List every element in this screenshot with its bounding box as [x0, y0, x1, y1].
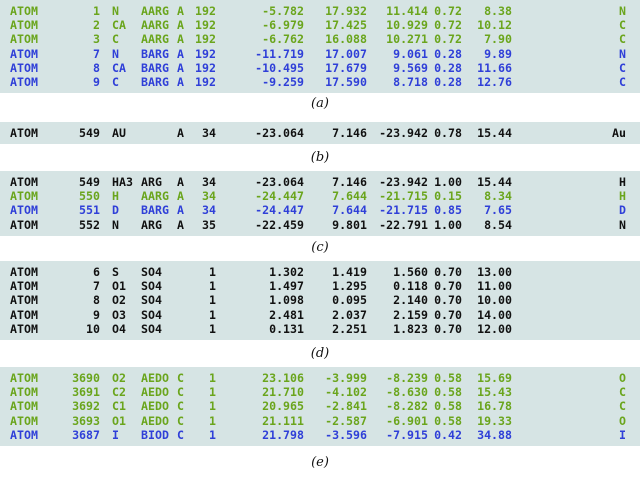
atom-record-row	[0, 61, 640, 75]
x-coord: -6.979	[262, 18, 304, 33]
atom-serial: 9	[93, 307, 100, 322]
z-coord: 2.140	[393, 293, 428, 308]
residue-seq: 192	[195, 4, 216, 18]
atom-record-row	[0, 189, 640, 203]
y-coord: -4.102	[325, 385, 367, 400]
chain-id: A	[177, 203, 184, 218]
occupancy: 0.15	[434, 189, 462, 204]
element: C	[619, 385, 626, 400]
b-factor: 10.12	[477, 18, 512, 33]
atom-record-row	[0, 279, 640, 293]
x-coord: 23.106	[262, 371, 304, 385]
z-coord: 10.271	[386, 32, 428, 47]
z-coord: -8.282	[386, 399, 428, 414]
residue-seq: 1	[209, 265, 216, 279]
atom-serial: 6	[93, 265, 100, 279]
panel-caption: (c)	[311, 240, 329, 255]
b-factor: 8.38	[484, 4, 512, 18]
x-coord: 21.798	[262, 427, 304, 442]
element: C	[619, 60, 626, 75]
z-coord: 9.569	[393, 60, 428, 75]
atom-name: S	[112, 265, 119, 279]
atom-record-row	[0, 371, 640, 385]
x-coord: 1.302	[269, 265, 304, 279]
y-coord: 1.419	[332, 265, 367, 279]
atom-serial: 9	[93, 74, 100, 89]
residue-name: BIOD	[141, 427, 169, 442]
atom-serial: 10	[86, 321, 100, 336]
x-coord: -10.495	[255, 60, 304, 75]
z-coord: 1.560	[393, 265, 428, 279]
atom-name: D	[112, 203, 119, 218]
z-coord: -21.715	[379, 189, 428, 204]
b-factor: 7.65	[484, 203, 512, 218]
x-coord: -6.762	[262, 32, 304, 47]
residue-seq: 192	[195, 18, 216, 33]
z-coord: -21.715	[379, 203, 428, 218]
occupancy: 0.72	[434, 32, 462, 47]
element: D	[619, 203, 626, 218]
y-coord: 16.088	[325, 32, 367, 47]
atom-name: CA	[112, 18, 126, 33]
chain-id: A	[177, 32, 184, 47]
residue-seq: 1	[209, 293, 216, 308]
x-coord: 0.131	[269, 321, 304, 336]
atom-record-row	[0, 414, 640, 428]
chain-id: C	[177, 385, 184, 400]
atom-serial: 550	[79, 189, 100, 204]
chain-id: A	[177, 189, 184, 204]
residue-name: AEDO	[141, 413, 169, 428]
element: C	[619, 18, 626, 33]
atom-record-row	[0, 322, 640, 336]
b-factor: 11.66	[477, 60, 512, 75]
b-factor: 14.00	[477, 307, 512, 322]
occupancy: 0.78	[434, 126, 462, 140]
residue-seq: 34	[202, 126, 216, 140]
residue-seq: 1	[209, 307, 216, 322]
y-coord: 7.146	[332, 126, 367, 140]
atom-records-panel	[0, 122, 640, 144]
residue-name: AARG	[141, 189, 169, 204]
z-coord: -22.791	[379, 217, 428, 232]
b-factor: 11.00	[477, 279, 512, 294]
atom-record-row	[0, 399, 640, 413]
panel-caption: (b)	[310, 150, 330, 165]
atom-record-row	[0, 175, 640, 189]
occupancy: 0.28	[434, 46, 462, 61]
x-coord: 1.098	[269, 293, 304, 308]
element: H	[619, 189, 626, 204]
z-coord: -6.901	[386, 413, 428, 428]
residue-seq: 192	[195, 74, 216, 89]
record-type: ATOM	[10, 321, 38, 336]
atom-record-row	[0, 203, 640, 217]
b-factor: 16.78	[477, 399, 512, 414]
b-factor: 8.54	[484, 217, 512, 232]
residue-name: AEDO	[141, 371, 169, 385]
occupancy: 0.28	[434, 60, 462, 75]
x-coord: -23.064	[255, 126, 304, 140]
x-coord: 2.481	[269, 307, 304, 322]
chain-id: C	[177, 413, 184, 428]
z-coord: -8.630	[386, 385, 428, 400]
y-coord: -3.596	[325, 427, 367, 442]
record-type: ATOM	[10, 175, 38, 189]
y-coord: -2.841	[325, 399, 367, 414]
atom-serial: 552	[79, 217, 100, 232]
atom-serial: 3691	[72, 385, 100, 400]
atom-record-row	[0, 293, 640, 307]
record-type: ATOM	[10, 427, 38, 442]
atom-record-row	[0, 18, 640, 32]
chain-id: C	[177, 371, 184, 385]
b-factor: 15.44	[477, 175, 512, 189]
atom-name: O3	[112, 307, 126, 322]
atom-serial: 8	[93, 60, 100, 75]
panel-caption: (a)	[311, 96, 329, 111]
record-type: ATOM	[10, 189, 38, 204]
atom-record-row	[0, 126, 640, 140]
atom-record-row	[0, 75, 640, 89]
occupancy: 0.42	[434, 427, 462, 442]
atom-name: O2	[112, 293, 126, 308]
element: C	[619, 32, 626, 47]
z-coord: -23.942	[379, 126, 428, 140]
x-coord: 21.710	[262, 385, 304, 400]
panel-caption: (d)	[310, 346, 330, 361]
atom-record-row	[0, 428, 640, 442]
element: C	[619, 74, 626, 89]
residue-seq: 1	[209, 427, 216, 442]
atom-serial: 2	[93, 18, 100, 33]
atom-name: C	[112, 32, 119, 47]
occupancy: 0.58	[434, 413, 462, 428]
residue-seq: 1	[209, 413, 216, 428]
x-coord: -24.447	[255, 203, 304, 218]
atom-records-panel	[0, 0, 640, 93]
atom-record-row	[0, 32, 640, 46]
z-coord: -7.915	[386, 427, 428, 442]
x-coord: -22.459	[255, 217, 304, 232]
atom-name: C	[112, 74, 119, 89]
record-type: ATOM	[10, 32, 38, 47]
residue-name: AARG	[141, 4, 169, 18]
residue-seq: 1	[209, 399, 216, 414]
atom-serial: 1	[93, 4, 100, 18]
atom-record-row	[0, 4, 640, 18]
b-factor: 15.43	[477, 385, 512, 400]
atom-serial: 3692	[72, 399, 100, 414]
residue-seq: 192	[195, 60, 216, 75]
x-coord: 21.111	[262, 413, 304, 428]
record-type: ATOM	[10, 217, 38, 232]
atom-serial: 549	[79, 126, 100, 140]
y-coord: 1.295	[332, 279, 367, 294]
x-coord: -9.259	[262, 74, 304, 89]
atom-name: O4	[112, 321, 126, 336]
atom-name: O1	[112, 413, 126, 428]
atom-record-row	[0, 47, 640, 61]
residue-name: SO4	[141, 307, 162, 322]
record-type: ATOM	[10, 413, 38, 428]
y-coord: 7.146	[332, 175, 367, 189]
record-type: ATOM	[10, 74, 38, 89]
occupancy: 0.28	[434, 74, 462, 89]
z-coord: -23.942	[379, 175, 428, 189]
y-coord: 17.590	[325, 74, 367, 89]
atom-record-row	[0, 265, 640, 279]
element: H	[619, 175, 626, 189]
occupancy: 0.58	[434, 371, 462, 385]
residue-seq: 1	[209, 385, 216, 400]
atom-serial: 3693	[72, 413, 100, 428]
b-factor: 8.34	[484, 189, 512, 204]
y-coord: -2.587	[325, 413, 367, 428]
y-coord: 0.095	[332, 293, 367, 308]
z-coord: 2.159	[393, 307, 428, 322]
residue-name: SO4	[141, 279, 162, 294]
y-coord: 9.801	[332, 217, 367, 232]
occupancy: 0.72	[434, 18, 462, 33]
atom-name: I	[112, 427, 119, 442]
b-factor: 13.00	[477, 265, 512, 279]
residue-name: ARG	[141, 217, 162, 232]
x-coord: 1.497	[269, 279, 304, 294]
occupancy: 0.72	[434, 4, 462, 18]
x-coord: 20.965	[262, 399, 304, 414]
residue-name: BARG	[141, 74, 169, 89]
residue-name: SO4	[141, 321, 162, 336]
x-coord: -23.064	[255, 175, 304, 189]
record-type: ATOM	[10, 60, 38, 75]
atom-name: C2	[112, 385, 126, 400]
occupancy: 0.70	[434, 321, 462, 336]
record-type: ATOM	[10, 18, 38, 33]
z-coord: 11.414	[386, 4, 428, 18]
atom-name: N	[112, 217, 119, 232]
atom-record-row	[0, 385, 640, 399]
atom-records-panel	[0, 171, 640, 236]
residue-seq: 34	[202, 203, 216, 218]
z-coord: 9.061	[393, 46, 428, 61]
b-factor: 34.88	[477, 427, 512, 442]
atom-serial: 551	[79, 203, 100, 218]
b-factor: 15.44	[477, 126, 512, 140]
residue-seq: 1	[209, 321, 216, 336]
atom-serial: 3	[93, 32, 100, 47]
chain-id: C	[177, 399, 184, 414]
element: O	[619, 413, 626, 428]
b-factor: 12.00	[477, 321, 512, 336]
chain-id: A	[177, 46, 184, 61]
residue-name: BARG	[141, 60, 169, 75]
record-type: ATOM	[10, 46, 38, 61]
b-factor: 7.90	[484, 32, 512, 47]
residue-seq: 34	[202, 189, 216, 204]
panel-caption: (e)	[311, 455, 329, 470]
record-type: ATOM	[10, 279, 38, 294]
z-coord: 0.118	[393, 279, 428, 294]
element: N	[619, 217, 626, 232]
chain-id: A	[177, 74, 184, 89]
atom-serial: 3687	[72, 427, 100, 442]
occupancy: 0.70	[434, 279, 462, 294]
occupancy: 0.70	[434, 265, 462, 279]
x-coord: -5.782	[262, 4, 304, 18]
atom-records-panel	[0, 261, 640, 340]
occupancy: 1.00	[434, 175, 462, 189]
occupancy: 0.58	[434, 385, 462, 400]
atom-record-row	[0, 308, 640, 322]
atom-records-panel	[0, 367, 640, 446]
atom-name: HA3	[112, 175, 133, 189]
y-coord: 7.644	[332, 189, 367, 204]
chain-id: A	[177, 217, 184, 232]
residue-seq: 1	[209, 371, 216, 385]
atom-name: N	[112, 4, 119, 18]
y-coord: 17.679	[325, 60, 367, 75]
occupancy: 0.70	[434, 307, 462, 322]
residue-seq: 35	[202, 217, 216, 232]
y-coord: 17.425	[325, 18, 367, 33]
occupancy: 0.58	[434, 399, 462, 414]
atom-name: CA	[112, 60, 126, 75]
record-type: ATOM	[10, 293, 38, 308]
atom-name: N	[112, 46, 119, 61]
record-type: ATOM	[10, 399, 38, 414]
atom-name: AU	[112, 126, 126, 140]
atom-name: C1	[112, 399, 126, 414]
chain-id: A	[177, 4, 184, 18]
atom-serial: 3690	[72, 371, 100, 385]
residue-name: AARG	[141, 18, 169, 33]
b-factor: 19.33	[477, 413, 512, 428]
chain-id: A	[177, 60, 184, 75]
residue-name: ARG	[141, 175, 162, 189]
element: N	[619, 46, 626, 61]
record-type: ATOM	[10, 307, 38, 322]
residue-name: BARG	[141, 203, 169, 218]
element: I	[619, 427, 626, 442]
atom-serial: 8	[93, 293, 100, 308]
y-coord: 2.251	[332, 321, 367, 336]
record-type: ATOM	[10, 265, 38, 279]
residue-seq: 192	[195, 32, 216, 47]
y-coord: 17.007	[325, 46, 367, 61]
record-type: ATOM	[10, 126, 38, 140]
z-coord: 10.929	[386, 18, 428, 33]
atom-serial: 549	[79, 175, 100, 189]
z-coord: 8.718	[393, 74, 428, 89]
residue-seq: 34	[202, 175, 216, 189]
z-coord: 1.823	[393, 321, 428, 336]
z-coord: -8.239	[386, 371, 428, 385]
x-coord: -11.719	[255, 46, 304, 61]
record-type: ATOM	[10, 385, 38, 400]
residue-name: BARG	[141, 46, 169, 61]
atom-name: O2	[112, 371, 126, 385]
chain-id: C	[177, 427, 184, 442]
x-coord: -24.447	[255, 189, 304, 204]
residue-name: SO4	[141, 265, 162, 279]
atom-name: O1	[112, 279, 126, 294]
record-type: ATOM	[10, 4, 38, 18]
b-factor: 10.00	[477, 293, 512, 308]
b-factor: 12.76	[477, 74, 512, 89]
atom-name: H	[112, 189, 119, 204]
atom-record-row	[0, 218, 640, 232]
occupancy: 0.70	[434, 293, 462, 308]
chain-id: A	[177, 18, 184, 33]
y-coord: 7.644	[332, 203, 367, 218]
chain-id: A	[177, 126, 184, 140]
element: Au	[612, 126, 626, 140]
residue-name: AEDO	[141, 385, 169, 400]
residue-name: AEDO	[141, 399, 169, 414]
record-type: ATOM	[10, 203, 38, 218]
y-coord: 17.932	[325, 4, 367, 18]
y-coord: -3.999	[325, 371, 367, 385]
residue-seq: 192	[195, 46, 216, 61]
y-coord: 2.037	[332, 307, 367, 322]
record-type: ATOM	[10, 371, 38, 385]
chain-id: A	[177, 175, 184, 189]
element: O	[619, 371, 626, 385]
atom-serial: 7	[93, 46, 100, 61]
residue-seq: 1	[209, 279, 216, 294]
residue-name: SO4	[141, 293, 162, 308]
b-factor: 9.89	[484, 46, 512, 61]
residue-name: AARG	[141, 32, 169, 47]
occupancy: 1.00	[434, 217, 462, 232]
occupancy: 0.85	[434, 203, 462, 218]
b-factor: 15.69	[477, 371, 512, 385]
element: N	[619, 4, 626, 18]
atom-serial: 7	[93, 279, 100, 294]
element: C	[619, 399, 626, 414]
